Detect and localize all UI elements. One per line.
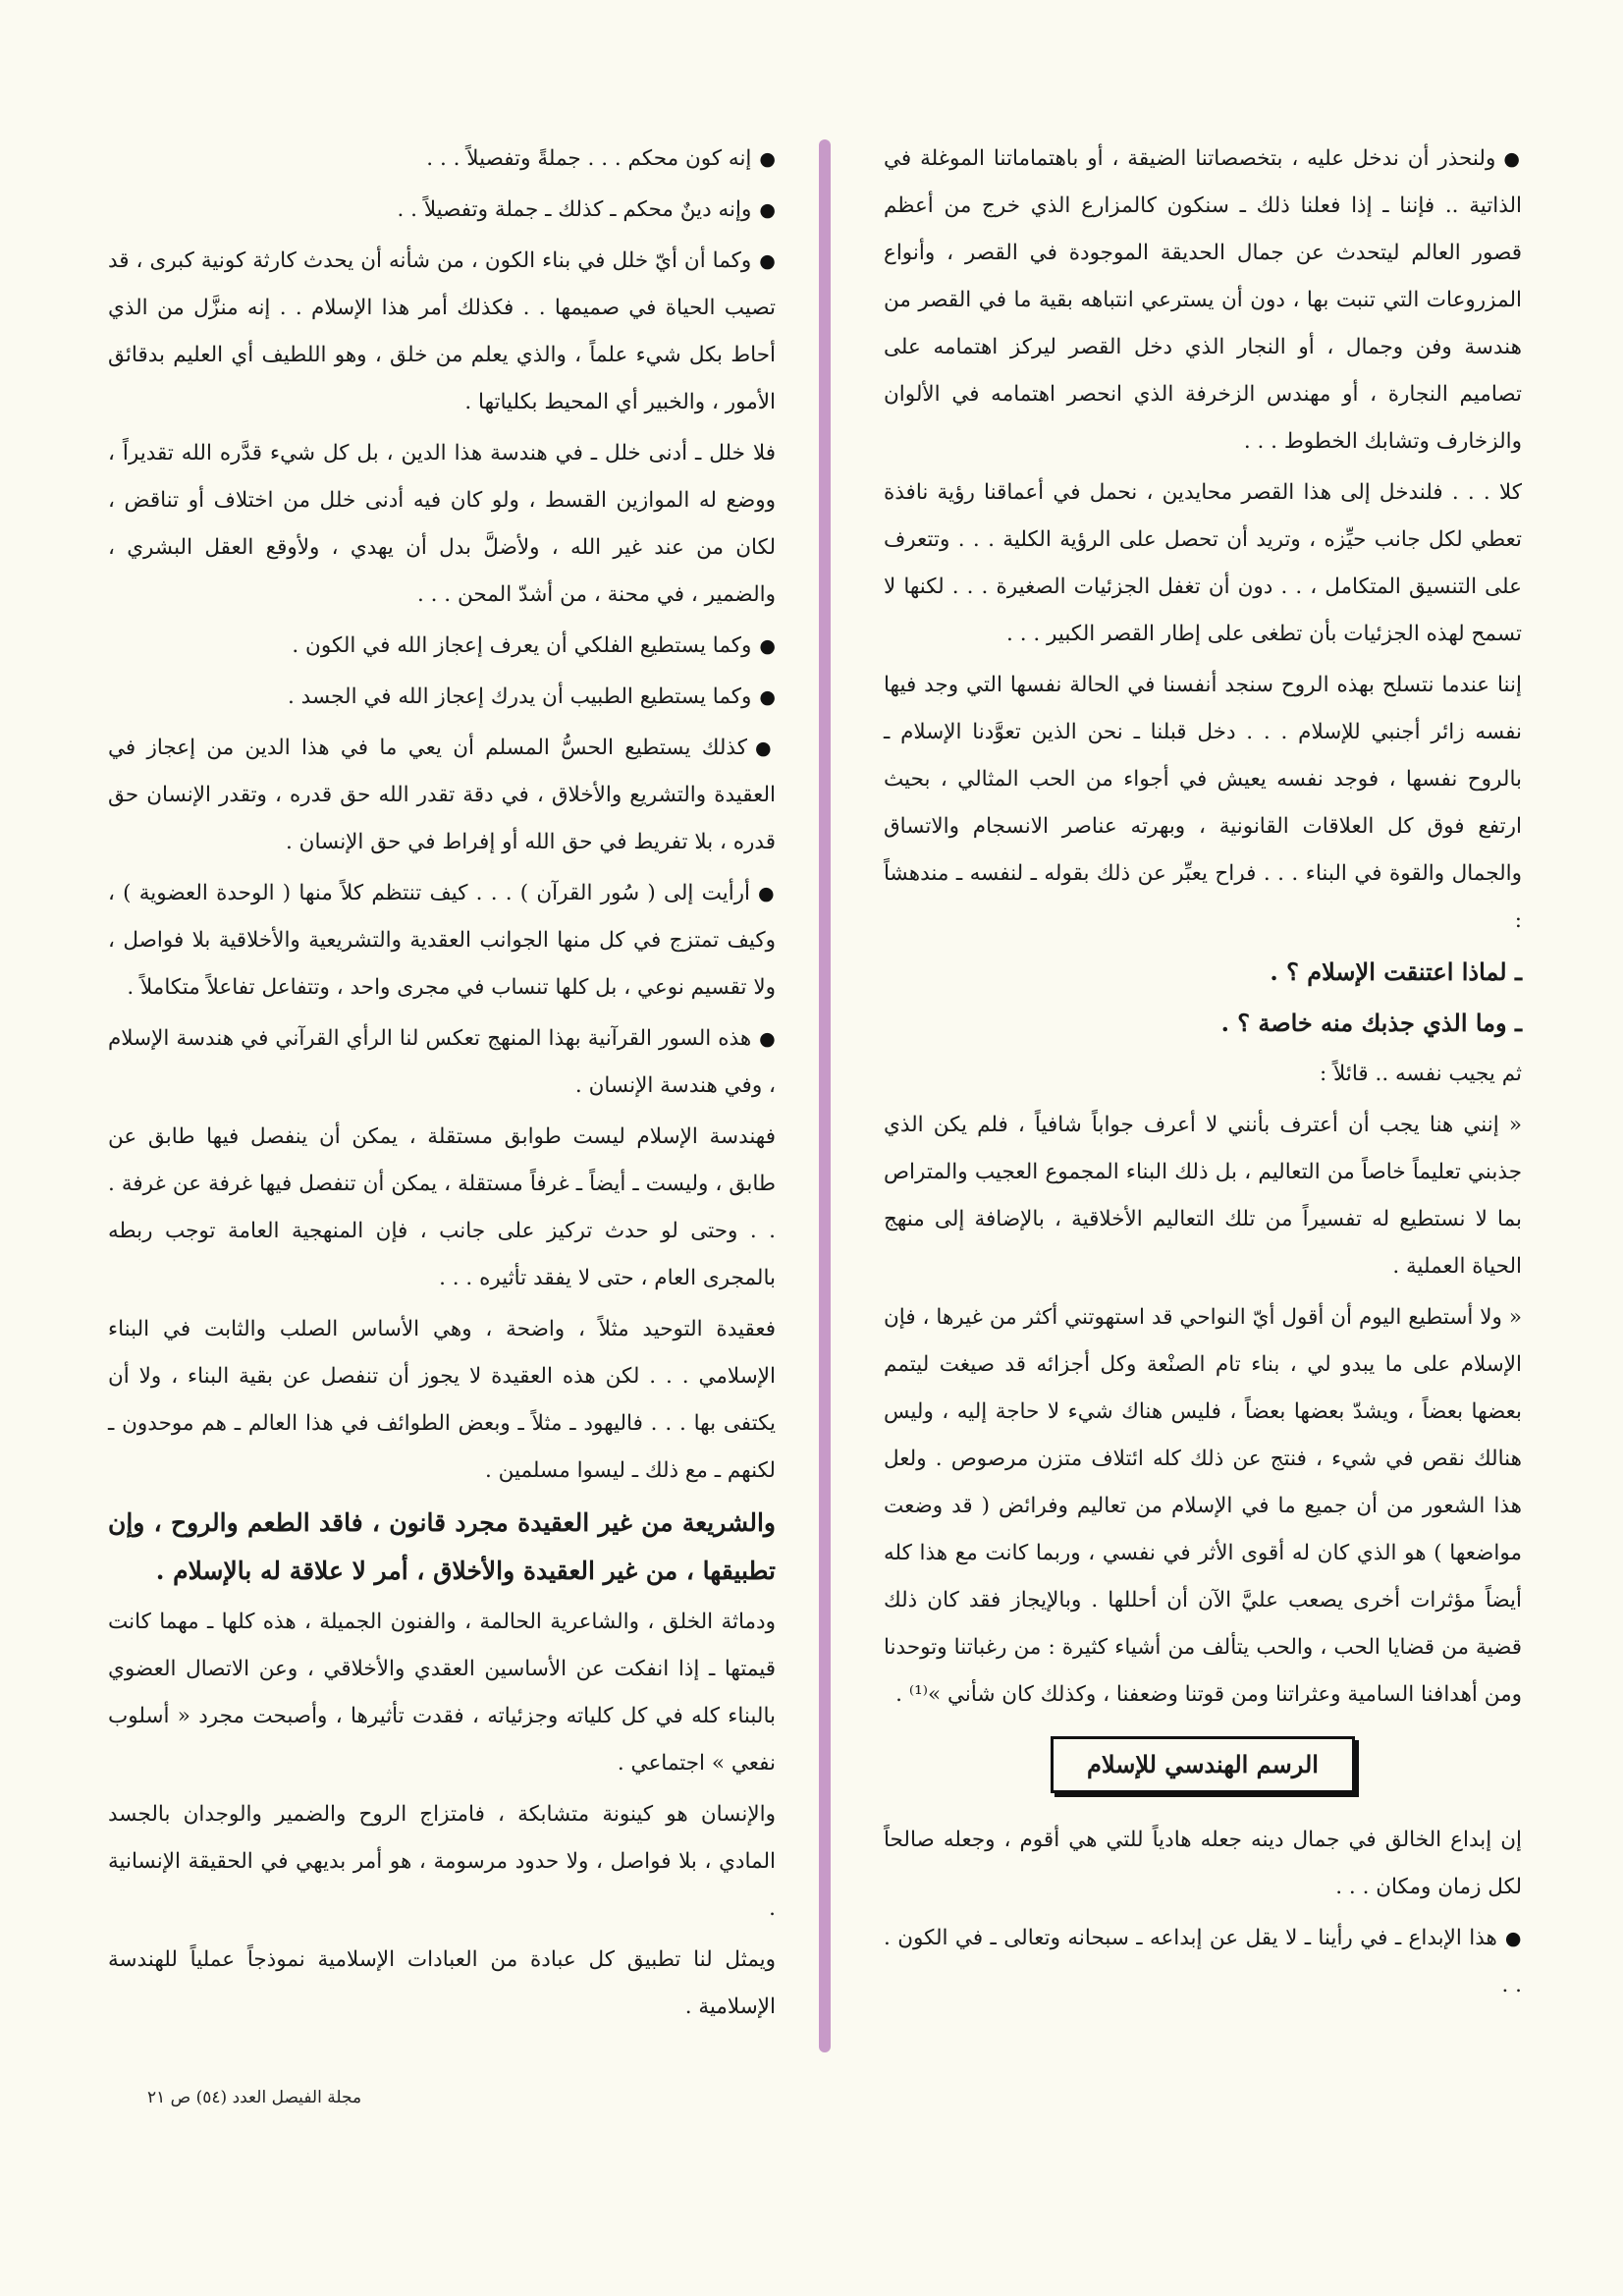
bullet-item: ● وكما يستطيع الفلكي أن يعرف إعجاز الله في الكون . (108, 623, 776, 670)
question-heading: ـ وما الذي جذبك منه خاصة ؟ . (1220, 1009, 1522, 1037)
bullet-item: ● أرأيت إلى ( سُور القرآن ) . . . كيف تنتظم كلاً منها ( الوحدة العضوية ) ، وكيف تمتزج في كل منها الجوانب العقدية والتشريعية والأخلاقية بلا فواصل ، ولا تقسيم نوعي ، بل كلها تنساب في مجرى واحد ، وتتفاعل تفاعلاً متكاملاً . (108, 870, 776, 1011)
page-footer: مجلة الفيصل العدد (٥٤) ص ٢١ (147, 2088, 362, 2107)
section-heading: الرسم الهندسي للإسلام (1051, 1736, 1355, 1793)
bullet-item: ● وكما أن أيّ خلل في بناء الكون ، من شأنه أن يحدث كارثة كونية كبرى ، قد تصيب الحياة في صميمها . . فكذلك أمر هذا الإسلام . . إنه منزَّل من الذي أحاط بكل شيء علماً ، والذي يعلم من خلق ، وهو اللطيف أي العليم بدقائق الأمور ، والخبير أي المحيط بكلياتها . (108, 238, 776, 426)
right-column (884, 136, 1522, 2013)
paragraph: فعقيدة التوحيد مثلاً ، واضحة ، وهي الأساس الصلب والثابت في البناء الإسلامي . . . لكن هذه العقيدة لا يجوز أن تنفصل عن بقية البناء ، ولا أن يكتفى بها . . . فاليهود ـ مثلاً ـ وبعض الطوائف في هذا العالم ـ هم موحدون ـ لكنهم ـ مع ذلك ـ ليسوا مسلمين . (108, 1317, 776, 1483)
bold-paragraph: والشريعة من غير العقيدة مجرد قانون ، فاقد الطعم والروح ، وإن تطبيقها ، من غير العقيدة والأخلاق ، أمر لا علاقة له بالإسلام . (108, 1508, 776, 1585)
paragraph: ● هذا الإبداع ـ في رأينا ـ لا يقل عن إبداعه ـ سبحانه وتعالى ـ في الكون . . . (884, 1915, 1522, 2009)
paragraph: ● ولنحذر أن ندخل عليه ، بتخصصاتنا الضيقة ، أو باهتماماتنا الموغلة في الذاتية .. فإننا ـ إذا فعلنا ذلك ـ سنكون كالمزارع الذي خرج من أعظم قصور العالم ليتحدث عن جمال الحديقة الموجودة في القصر ، وأنواع المزروعات التي تنبت بها ، دون أن يسترعي انتباهه بقية ما في القصر من هندسة وفن وجمال ، أو النجار الذي دخل القصر ليركز اهتمامه على تصاميم النجارة ، أو مهندس الزخرفة الذي انحصر اهتمامه في الألوان والزخارف وتشابك الخطوط . . . (884, 136, 1522, 465)
bullet-item: ● كذلك يستطيع الحسُّ المسلم أن يعي ما في هذا الدين من إعجاز في العقيدة والتشريع والأخلاق ، في دقة تقدر الله حق قدره ، وتقدر الإنسان حق قدره ، بلا تفريط في حق الله أو إفراط في حق الإنسان . (108, 725, 776, 866)
bullet-item: ● إنه كون محكم . . . جملةً وتفصيلاً . . . (108, 136, 776, 183)
left-column (108, 136, 776, 2035)
bullet-item: ● وكما يستطيع الطبيب أن يدرك إعجاز الله في الجسد . (108, 674, 776, 721)
column-divider (819, 139, 831, 2052)
paragraph: ودماثة الخلق ، والشاعرية الحالمة ، والفنون الجميلة ، هذه كلها ـ مهما كانت قيمتها ـ إذا انفكت عن الأساسين العقدي والأخلاقي ، وعن الاتصال العضوي بالبناء كله في كل كلياته وجزئياته ، فقدت تأثيرها ، وأصبحت مجرد « أسلوب نفعي » اجتماعي . (108, 1610, 776, 1776)
bullet-item: ● وإنه دينٌ محكم ـ كذلك ـ جملة وتفصيلاً . . (108, 187, 776, 234)
paragraph: فهندسة الإسلام ليست طوابق مستقلة ، يمكن أن ينفصل فيها طابق عن طابق ، وليست ـ أيضاً ـ غرفاً مستقلة ، يمكن أن تنفصل فيها غرفة عن غرفة . . . وحتى لو حدث تركيز على جانب ، فإن المنهجية العامة توجب ربطه بالمجرى العام ، حتى لا يفقد تأثيره . . . (108, 1124, 776, 1290)
paragraph: إننا عندما نتسلح بهذه الروح سنجد أنفسنا في الحالة نفسها التي وجد فيها نفسه زائر أجنبي للإسلام . . . دخل قبلنا ـ نحن الذين تعوَّدنا الإسلام ـ بالروح نفسها ، فوجد نفسه يعيش في أجواء من الحب المثالي ، بحيث ارتفع فوق كل العلاقات القانونية ، وبهرته عناصر الانسجام والاتساق والجمال والقوة في البناء . . . فراح يعبِّر عن ذلك بقوله ـ لنفسه ـ مندهشاً : (884, 673, 1522, 933)
paragraph: والإنسان هو كينونة متشابكة ، فامتزاج الروح والضمير والوجدان بالجسد المادي ، بلا فواصل ، ولا حدود مرسومة ، هو أمر بديهي في الحقيقة الإنسانية . (108, 1802, 776, 1921)
quote-paragraph: « إنني هنا يجب أن أعترف بأنني لا أعرف جواباً شافياً ، فلم يكن الذي جذبني تعليماً خاصاً من التعاليم ، بل ذلك البناء المجموع العجيب والمتراص بما لا نستطيع له تفسيراً من تلك التعاليم الأخلاقية ، بالإضافة إلى منهج الحياة العملية . (884, 1113, 1522, 1279)
question-heading: ـ لماذا اعتنقت الإسلام ؟ . (1270, 957, 1522, 986)
paragraph: فلا خلل ـ أدنى خلل ـ في هندسة هذا الدين ، بل كل شيء قدَّره الله تقديراً ، ووضع له الموازين القسط ، ولو كان فيه أدنى خلل من اختلاف أو تناقض ، لكان من عند غير الله ، ولأضلَّ بدل أن يهدي ، ولأوقع العقل البشري ، والضمير ، في محنة ، من أشدّ المحن . . . (108, 441, 776, 607)
paragraph: كلا . . . فلندخل إلى هذا القصر محايدين ، نحمل في أعماقنا رؤية نافذة تعطي لكل جانب حيِّزه ، وتريد أن تحصل على الرؤية الكلية . . . وتتعرف على التنسيق المتكامل ، . . دون أن تغفل الجزئيات الصغيرة . . . لكنها لا تسمح لهذه الجزئيات بأن تطغى على إطار القصر الكبير . . . (884, 480, 1522, 646)
section-heading-wrapper (884, 1722, 1522, 1813)
bullet-item: ● هذه السور القرآنية بهذا المنهج تعكس لنا الرأي القرآني في هندسة الإسلام ، وفي هندسة الإنسان . (108, 1015, 776, 1110)
paragraph: ويمثل لنا تطبيق كل عبادة من العبادات الإسلامية نموذجاً عملياً للهندسة الإسلامية . (108, 1947, 776, 2019)
quote-paragraph: « ولا أستطيع اليوم أن أقول أيّ النواحي قد استهوتني أكثر من غيرها ، فإن الإسلام على ما يبدو لي ، بناء تام الصنْعة وكل أجزائه قد صيغت ليتمم بعضها بعضاً ، ويشدّ بعضها بعضاً ، فليس هناك شيء لا حاجة إليه ، وليس هنالك نقص في شيء ، فنتج عن ذلك كله ائتلاف متزن مرصوص . ولعل هذا الشعور من أن جميع ما في الإسلام من تعاليم وفرائض ( قد وضعت مواضعها ) هو الذي كان له أقوى الأثر في نفسي ، وربما كانت مع هذا كله أيضاً مؤثرات أخرى يصعب عليَّ الآن أن أحللها . وبالإيجاز فقد كان ذلك قضية من قضايا الحب ، والحب يتألف من أشياء كثيرة : من رغباتنا وتوحدنا ومن أهدافنا السامية وعثراتنا ومن قوتنا وضعفنا ، وكذلك كان شأني »⁽¹⁾ . (884, 1305, 1522, 1707)
paragraph: إن إبداع الخالق في جمال دينه جعله هادياً للتي هي أقوم ، وجعله صالحاً لكل زمان ومكان . . . (884, 1828, 1522, 1899)
paragraph: ثم يجيب نفسه .. قائلاً : (1319, 1062, 1522, 1086)
